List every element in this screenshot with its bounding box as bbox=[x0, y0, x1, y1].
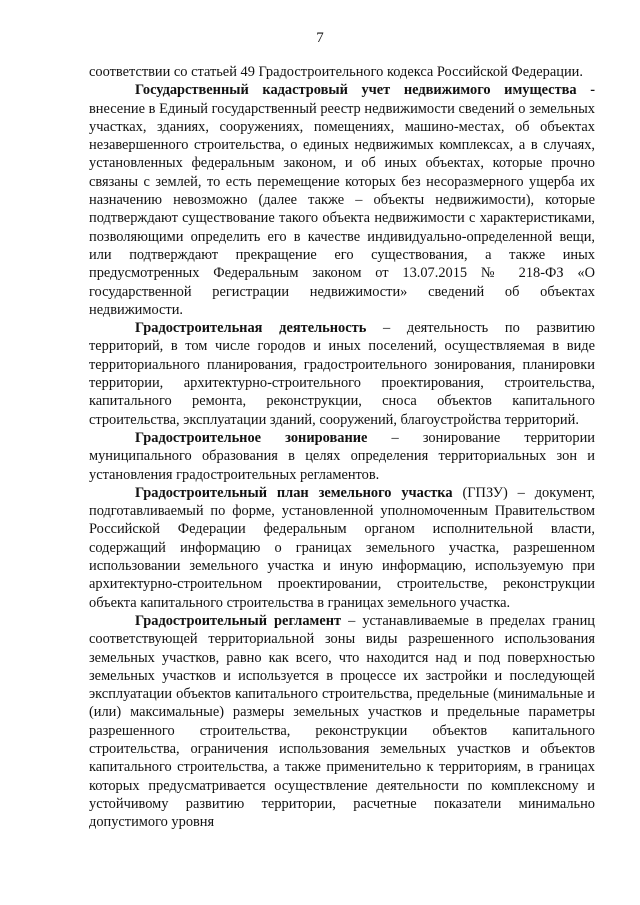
term-urban-zoning: Градостроительное зонирование bbox=[135, 429, 368, 446]
definition-urban-zoning: – зонирование территории муниципального образования в целях определения территориальных зон и установления градостроительных регламентов. bbox=[89, 429, 595, 483]
paragraph-cadastral-registration bbox=[89, 81, 595, 319]
paragraph-urban-regulation bbox=[89, 612, 595, 832]
paragraph-text: соответствии со статьей 49 Градостроительного кодекса Российской Федерации. bbox=[89, 64, 583, 80]
paragraph-urban-planning-activity bbox=[89, 319, 595, 429]
paragraph-continuation bbox=[89, 63, 595, 81]
term-urban-regulation: Градостроительный регламент bbox=[135, 612, 342, 629]
definition-land-plot-plan: (ГПЗУ) – документ, подготавливаемый по форме, установленной уполномоченным Правительством Российской Федерации федеральным органом исполнительной власти, содержащий информацию о границах земельного участка, разрешенном использовании земельного участка и иную информацию, используемую при архитектурно-строительном проектировании, строительстве, реконструкции объекта капитального строительства в границах земельного участка. bbox=[89, 484, 596, 611]
paragraph-land-plot-plan bbox=[89, 484, 595, 612]
definition-cadastral-registration: внесение в Единый государственный реестр недвижимости сведений о земельных участках, зданиях, сооружениях, помещениях, машино-местах, об объектах незавершенного строительства, о единых недвижимых комплексах, а в случаях, установленных федеральным законом, и об иных объектах, которые прочно связаны с землей, то есть перемещение которых без несоразмерного ущерба их назначению невозможно (далее также – объекты недвижимости), которые подтверждают существование такого объекта недвижимости с характеристиками, позволяющими определить его в качестве индивидуально-определенной вещи, или подтверждают прекращение его существования, а также иных предусмотренных Федеральным законом от 13.07.2015 № 218-ФЗ «О государственной регистрации недвижимости» сведений об объектах недвижимости. bbox=[89, 100, 595, 318]
term-urban-planning-activity: Градостроительная деятельность bbox=[135, 320, 367, 337]
definition-urban-regulation: – устанавливаемые в пределах границ соответствующей территориальной зоны виды разрешенного использования земельных участков, равно как всего, что находится над и под поверхностью земельных участков и используется в процессе их застройки и последующей эксплуатации объектов капитального строительства, предельные (минимальные и (или) максимальные) размеры земельных участков и предельные параметры разрешенного строительства, реконструкции объектов капитального строительства, ограничения использования земельных участков и объектов капитального строительства, а также применительно к территориям, в границах которых предусматривается осуществление деятельности по комплексному и устойчивому развитию территории, расчетные показатели минимально допустимого уровня bbox=[89, 612, 595, 831]
document-body bbox=[89, 63, 595, 831]
page-number: 7 bbox=[316, 30, 324, 46]
definition-urban-planning-activity: – деятельность по развитию территорий, в том числе городов и иных поселений, осуществляемая в виде территориального планирования, градостроительного зонирования, планировки территории, архитектурно-строительного проектирования, строительства, капитального ремонта, реконструкции, сноса объектов капитального строительства, эксплуатации зданий, сооружений, благоустройства территорий. bbox=[89, 320, 595, 428]
paragraph-urban-zoning bbox=[89, 429, 595, 484]
term-cadastral-registration: Государственный кадастровый учет недвижимого имущества - bbox=[135, 82, 595, 99]
term-land-plot-plan: Градостроительный план земельного участка bbox=[135, 484, 453, 501]
